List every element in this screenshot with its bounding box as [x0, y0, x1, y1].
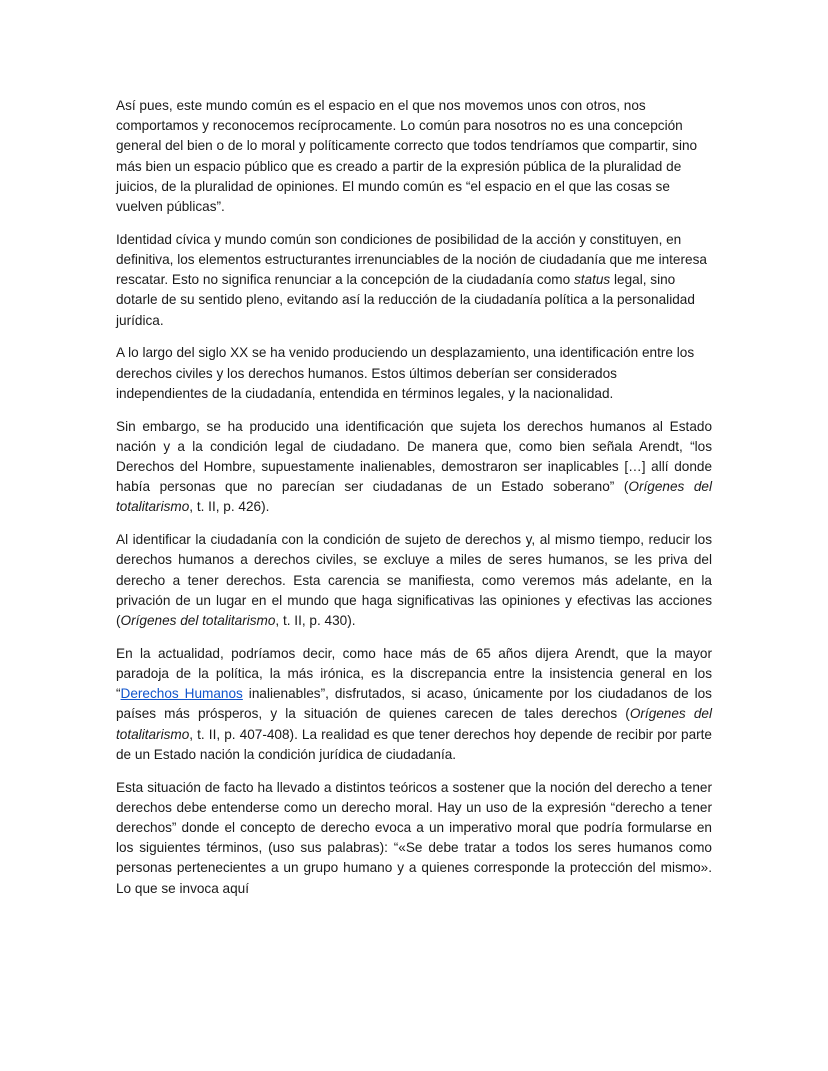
document-body — [116, 96, 712, 911]
paragraph-identificar-ciudadania — [116, 530, 712, 631]
paragraph-text: inalienables”, disfrutados, si acaso, únicamente por los ciudadanos de los países más prósperos, y la situación de quienes carecen de tales derechos ( — [116, 686, 712, 722]
italic-term-status: status — [573, 272, 611, 288]
paragraph-text: Al identificar la ciudadanía con la condición de sujeto de derechos y, al mismo tiempo, reducir los derechos humanos a derechos civiles, se excluye a miles de seres humanos, se les priva del derecho a tener derechos. Esta carencia se manifiesta, como veremos más adelante, en la privación de un lugar en el mundo que haga significativas las opiniones y efectivas las acciones ( — [116, 532, 712, 629]
paragraph-text: , t. II, p. 426). — [189, 499, 270, 515]
paragraph-text: , t. II, p. 430). — [275, 613, 356, 629]
book-citation-title: Orígenes del totalitarismo — [120, 613, 276, 629]
paragraph-text: Identidad cívica y mundo común son condiciones de posibilidad de la acción y constituyen, en definitiva, los elementos estructurantes irrenunciables de la noción de ciudadanía que me interesa rescatar. Esto no significa renunciar a la concepción de la ciudadanía como — [116, 231, 707, 288]
paragraph-situacion-de-facto: Esta situación de facto ha llevado a distintos teóricos a sostener que la noción del derecho a tener derechos debe entenderse como un derecho moral. Hay un uso de la expresión “derecho a tener derechos” donde el concepto de derecho evoca a un imperativo moral que podría formularse en los siguientes términos, (uso sus palabras): “«Se debe tratar a todos los seres humanos como personas pertenecientes a un grupo humano y a quienes corresponde la protección del mismo». Lo que se invoca aquí — [116, 779, 712, 896]
paragraph-mundo-comun: Así pues, este mundo común es el espacio en el que nos movemos unos con otros, nos comportamos y reconocemos recíprocamente. Lo común para nosotros no es una concepción general del bien o de lo moral y políticamente correcto que todos tendríamos que compartir, sino más bien un espacio público que es creado a partir de la expresión pública de la pluralidad de juicios, de la pluralidad de opiniones. El mundo común es “el espacio en el que las cosas se vuelven públicas”. — [116, 98, 698, 215]
book-citation-title: Orígenes del totalitarismo — [116, 479, 712, 515]
paragraph-identidad-civica — [116, 230, 712, 331]
paragraph-text: Sin embargo, se ha producido una identificación que sujeta los derechos humanos al Estado nación y a la condición legal de ciudadano. De manera que, como bien señala Arendt, “los Derechos del Hombre, supuestamente inalienables, demostraron ser inaplicables […] allí donde había personas que no parecían ser ciudadanas de un Estado soberano” ( — [116, 418, 712, 495]
paragraph-text: , t. II, p. 407-408). La realidad es que tener derechos hoy depende de recibir por parte de un Estado nación la condición jurídica de ciudadanía. — [116, 726, 712, 762]
paragraph-actualidad — [116, 644, 712, 765]
paragraph-siglo-xx: A lo largo del siglo XX se ha venido produciendo un desplazamiento, una identificación entre los derechos civiles y los derechos humanos. Estos últimos deberían ser considerados independientes de la ciudadanía, entendida en términos legales, y la nacionalidad. — [116, 345, 695, 401]
derechos-humanos-link[interactable]: Derechos Humanos — [120, 686, 243, 702]
book-citation-title: Orígenes del totalitarismo — [116, 706, 712, 742]
paragraph-sin-embargo — [116, 417, 712, 518]
paragraph-text: legal, sino dotarle de su sentido pleno, evitando así la reducción de la ciudadanía política a la personalidad jurídica. — [116, 272, 695, 328]
paragraph-text: En la actualidad, podríamos decir, como hace más de 65 años dijera Arendt, que la mayor paradoja de la política, la más irónica, es la discrepancia entre la insistencia general en los “ — [116, 645, 712, 702]
